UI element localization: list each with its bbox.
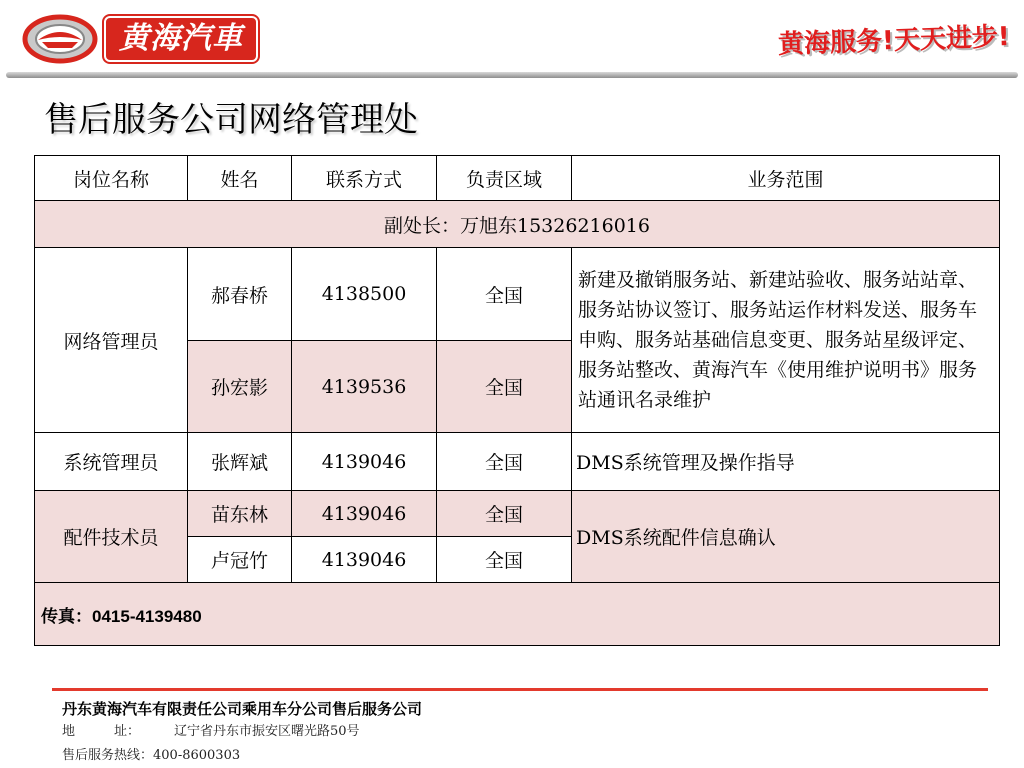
scope-cell: 新建及撤销服务站、新建站验收、服务站站章、服务站协议签订、服务站运作材料发送、服务车申购、服务站基础信息变更、服务站星级评定、服务站整改、黄海汽车《使用维护说明书》服务站通讯名录维护	[572, 248, 1000, 433]
role-cell: 网络管理员	[35, 248, 188, 433]
region-cell: 全国	[437, 248, 572, 341]
header-region: 负责区域	[437, 156, 572, 201]
deputy-row	[35, 201, 1000, 248]
header-divider	[6, 72, 1018, 78]
region-cell: 全国	[437, 433, 572, 491]
slogan: 黄海服务!天天进步!	[777, 21, 1011, 61]
footer-address-label: 地 址：	[62, 724, 141, 739]
name-cell: 孙宏影	[188, 341, 292, 433]
name-cell: 郝春桥	[188, 248, 292, 341]
region-cell: 全国	[437, 491, 572, 537]
header-role: 岗位名称	[35, 156, 188, 201]
role-cell: 系统管理员	[35, 433, 188, 491]
fax-cell: 传真：0415-4139480	[35, 583, 1000, 646]
table-row	[35, 491, 1000, 537]
region-cell: 全国	[437, 341, 572, 433]
brand-logo: 黄海汽車	[104, 16, 258, 62]
footer-hotline-value: 400-8600303	[153, 748, 241, 763]
phone-cell: 4139046	[292, 491, 437, 537]
footer-divider	[52, 688, 988, 691]
phone-cell: 4138500	[292, 248, 437, 341]
header-scope: 业务范围	[572, 156, 1000, 201]
footer-company: 丹东黄海汽车有限责任公司乘用车分公司售后服务公司	[62, 700, 423, 718]
phone-cell: 4139046	[292, 433, 437, 491]
scope-cell: DMS系统管理及操作指导	[572, 433, 1000, 491]
role-cell: 配件技术员	[35, 491, 188, 583]
footer-address-value: 辽宁省丹东市振安区曙光路50号	[174, 724, 360, 739]
header-contact: 联系方式	[292, 156, 437, 201]
phone-cell: 4139536	[292, 341, 437, 433]
name-cell: 张辉斌	[188, 433, 292, 491]
scope-cell: DMS系统配件信息确认	[572, 491, 1000, 583]
name-cell: 苗东林	[188, 491, 292, 537]
header-name: 姓名	[188, 156, 292, 201]
table-row	[35, 433, 1000, 491]
footer-hotline-label: 售后服务热线：	[62, 748, 154, 763]
table-row	[35, 248, 1000, 341]
region-cell: 全国	[437, 537, 572, 583]
footer	[62, 698, 422, 768]
staff-table	[34, 155, 1000, 646]
fax-row	[35, 583, 1000, 646]
footer-hotline	[62, 744, 422, 768]
page-title: 售后服务公司网络管理处	[44, 100, 418, 140]
table-header-row	[35, 156, 1000, 201]
brand-emblem-icon	[22, 14, 98, 64]
footer-address	[62, 720, 422, 744]
name-cell: 卢冠竹	[188, 537, 292, 583]
phone-cell: 4139046	[292, 537, 437, 583]
deputy-cell: 副处长：万旭东15326216016	[35, 201, 1000, 248]
